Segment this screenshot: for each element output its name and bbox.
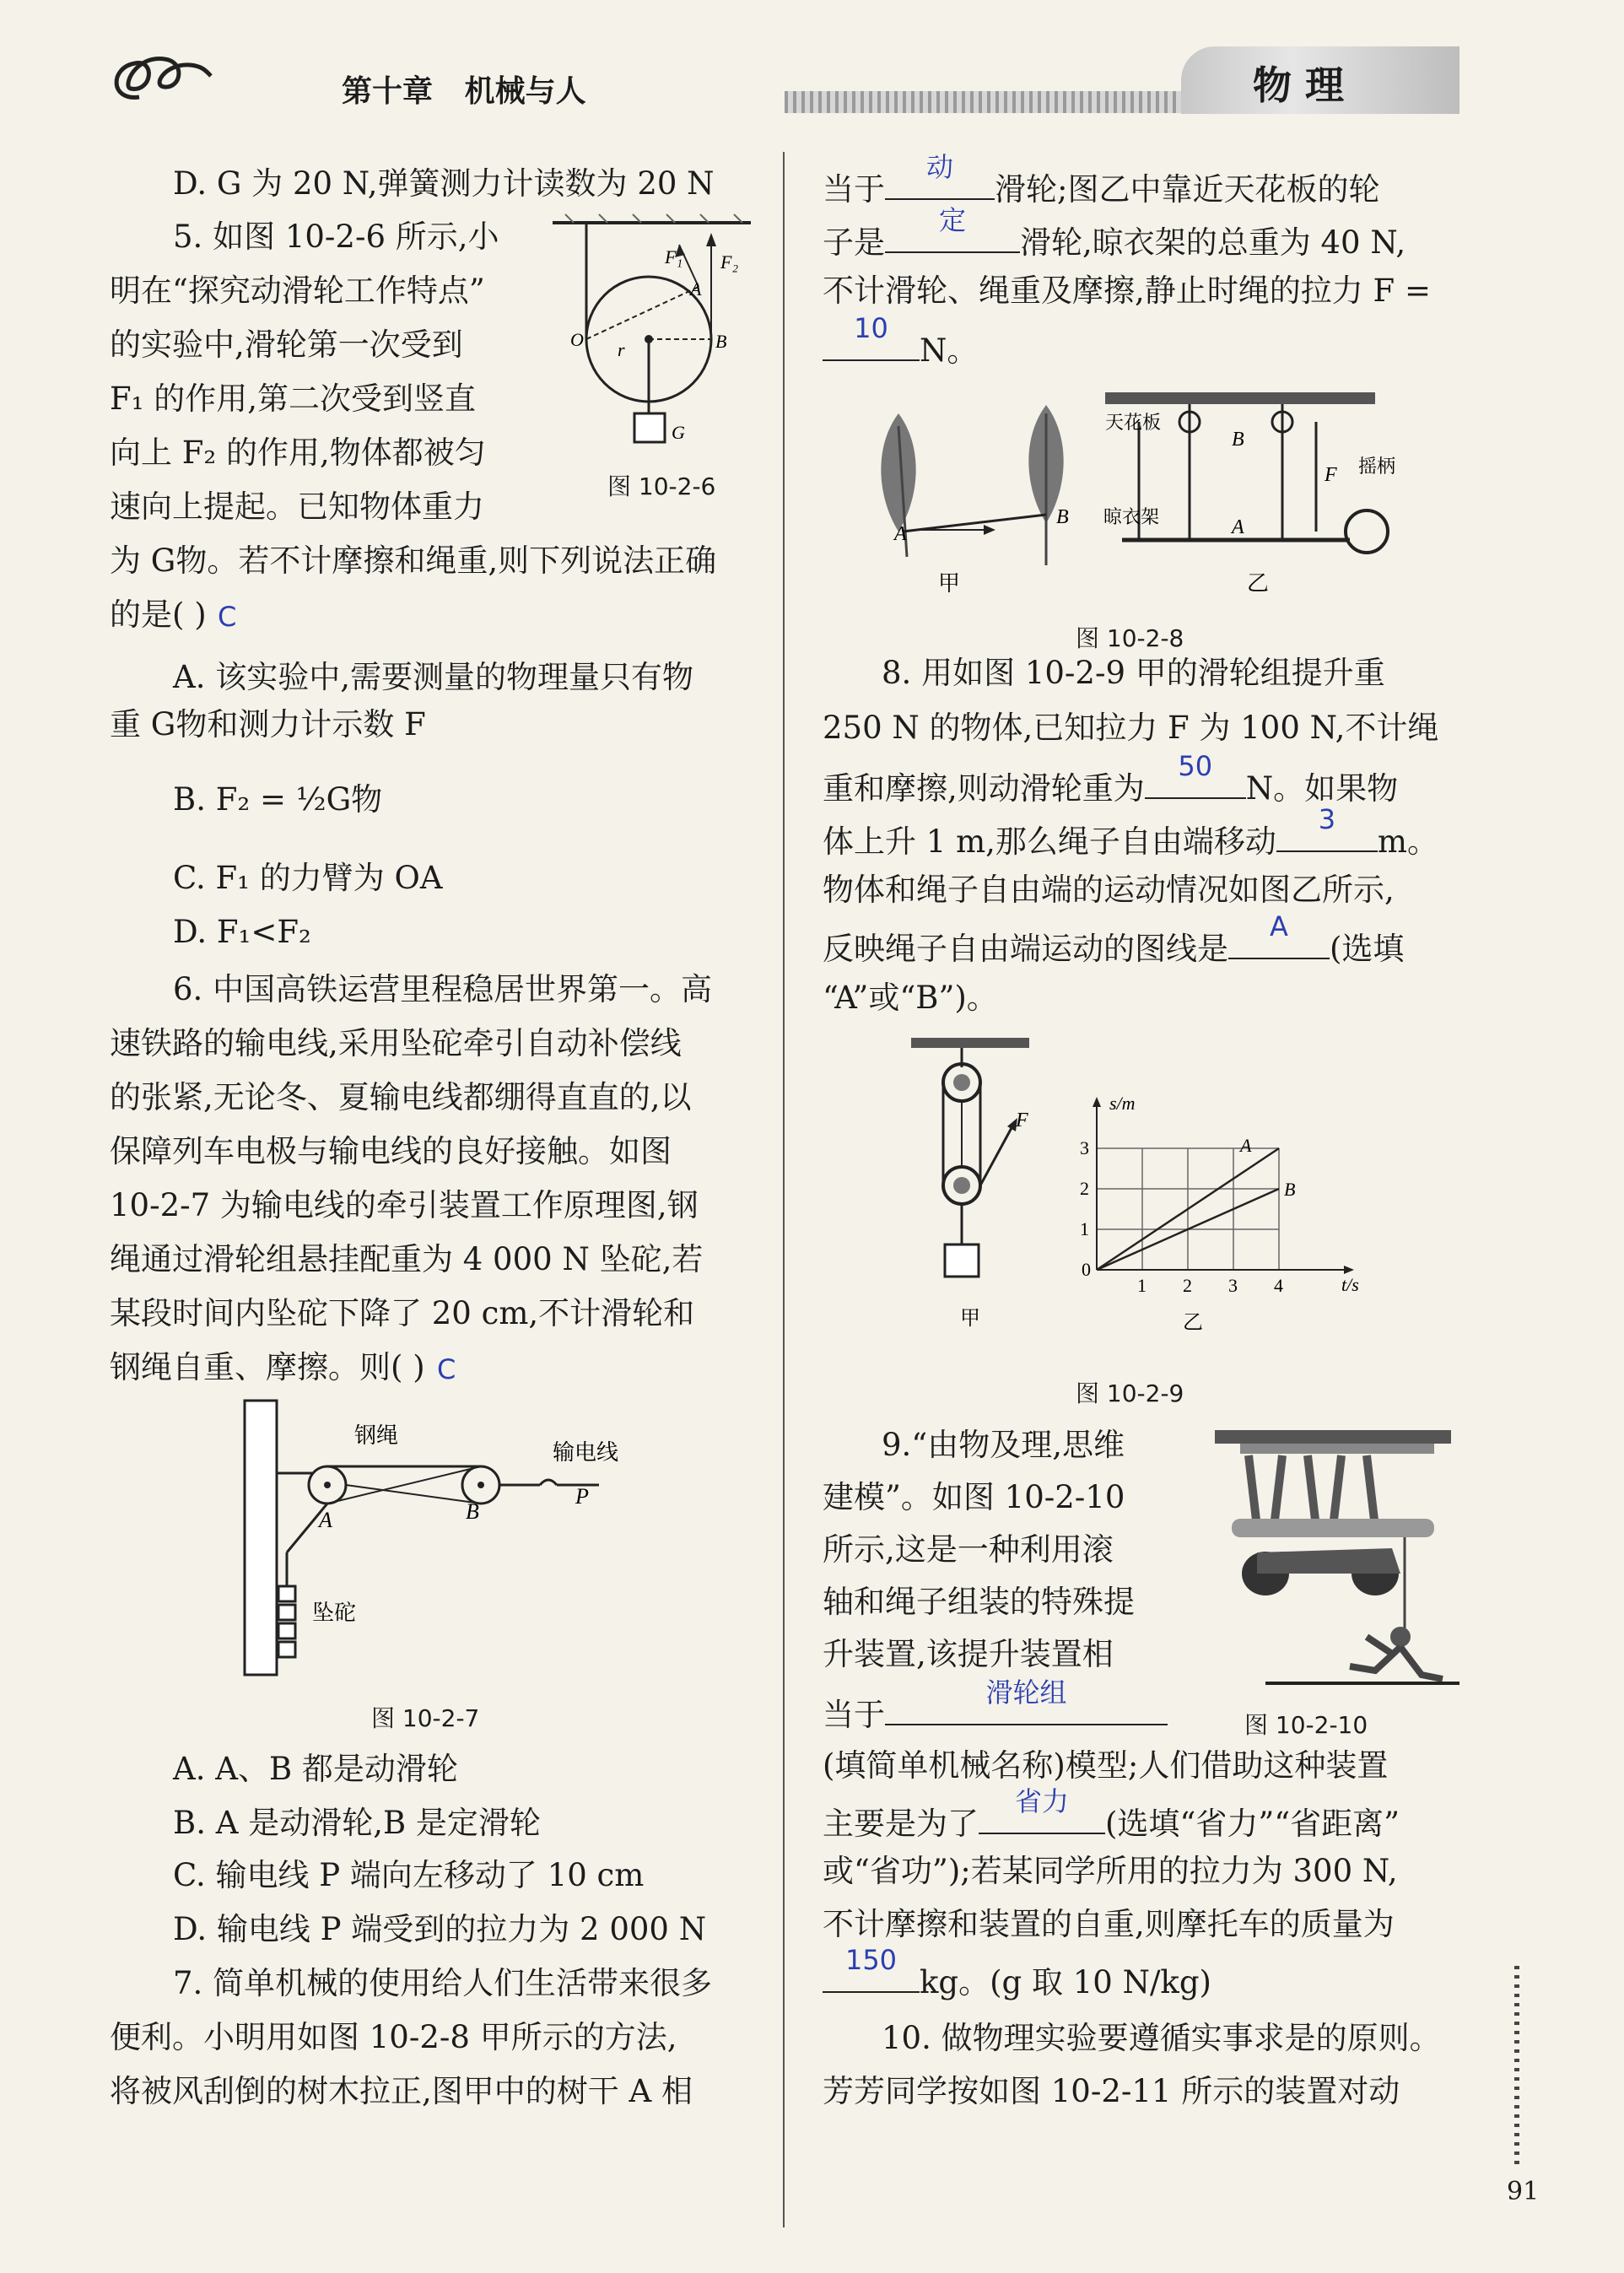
q6-line-3: 的张紧,无论冬、夏输电线都绷得直直的,以 bbox=[110, 1079, 692, 1115]
label-pulley-b2: B bbox=[1232, 429, 1244, 451]
q9a-blank: 滑轮组 bbox=[885, 1690, 1168, 1725]
q5-option-a2: 重 G物和测力计示数 F bbox=[110, 706, 426, 742]
q9d-line: 或“省功”);若某同学所用的拉力为 300 N, bbox=[823, 1853, 1398, 1889]
q5-line-1: 5. 如图 10-2-6 所示,小 bbox=[173, 219, 499, 255]
q7c-line: 不计滑轮、绳重及摩擦,静止时绳的拉力 F = bbox=[823, 273, 1431, 309]
label-weight: 坠砣 bbox=[312, 1601, 357, 1625]
q9c-blank: 省力 bbox=[979, 1799, 1105, 1834]
label-force-f: F bbox=[1325, 464, 1337, 486]
q10-line-1: 10. 做物理实验要遵循实事求是的原则。 bbox=[882, 2020, 1441, 2056]
q6-line-2: 速铁路的输电线,采用坠砣牵引自动补偿线 bbox=[110, 1025, 682, 1061]
logo-swirl-icon bbox=[105, 46, 215, 110]
q6-line-6: 绳通过滑轮组悬挂配重为 4 000 N 坠砣,若 bbox=[110, 1241, 704, 1277]
q5-answer: C bbox=[218, 601, 237, 633]
figure-10-2-10 bbox=[1190, 1426, 1468, 1696]
q7d-line: 10 N。 bbox=[823, 326, 978, 370]
q5-option-a1: A. 该实验中,需要测量的物理量只有物 bbox=[173, 659, 694, 695]
corner-dots bbox=[1514, 1966, 1519, 2168]
q6-line-4: 保障列车电极与输电线的良好接触。如图 bbox=[110, 1133, 672, 1169]
label-steel-rope: 钢绳 bbox=[354, 1423, 399, 1448]
series-label-b: B bbox=[1284, 1179, 1296, 1200]
q8a-line: 重和摩擦,则动滑轮重为 50 N。如果物 bbox=[823, 750, 1399, 807]
label-a: A bbox=[690, 278, 702, 300]
q6-answer: C bbox=[437, 1353, 456, 1385]
label-f1: F₁ bbox=[665, 246, 683, 267]
label-g: G bbox=[672, 422, 685, 443]
q5-option-c: C. F₁ 的力臂为 OA bbox=[173, 860, 443, 896]
figure-10-2-6 bbox=[548, 211, 759, 464]
column-divider bbox=[783, 152, 785, 2227]
label-f2: F₂ bbox=[720, 251, 739, 273]
label-o: O bbox=[570, 329, 584, 350]
q10-line-2: 芳芳同学按如图 10-2-11 所示的装置对动 bbox=[823, 2073, 1400, 2109]
q8d-blank: A bbox=[1228, 924, 1330, 959]
q5-line-2: 明在“探究动滑轮工作特点” bbox=[110, 273, 485, 309]
chapter-label: 第十章 机械与人 bbox=[342, 74, 586, 109]
q7d-blank: 10 bbox=[823, 326, 920, 361]
q9-line-2: 建模”。如图 10-2-10 bbox=[823, 1479, 1125, 1515]
q8c-line: 物体和绳子自由端的运动情况如图乙所示, bbox=[823, 872, 1395, 908]
q9-line-4: 轴和绳子组装的特殊提 bbox=[823, 1584, 1135, 1620]
label-crank: 摇柄 bbox=[1358, 456, 1396, 477]
q6-option-d: D. 输电线 P 端受到的拉力为 2 000 N bbox=[173, 1911, 707, 1947]
q9e-line: 不计摩擦和装置的自重,则摩托车的质量为 bbox=[823, 1906, 1395, 1942]
q9b-line: (填简单机械名称)模型;人们借助这种装置 bbox=[823, 1747, 1389, 1784]
q6-option-c: C. 输电线 P 端向左移动了 10 cm bbox=[173, 1857, 645, 1893]
caption-10-2-8: 图 10-2-8 bbox=[1076, 624, 1184, 652]
label-r: r bbox=[618, 339, 625, 360]
q4-option-d: D. G 为 20 N,弹簧测力计读数为 20 N bbox=[173, 165, 715, 202]
label-tree-a: A bbox=[894, 523, 907, 545]
x-tick-label: 4 bbox=[1274, 1275, 1283, 1296]
q8d-line: 反映绳子自由端运动的图线是 A (选填 bbox=[823, 910, 1405, 967]
q5-line-5: 向上 F₂ 的作用,物体都被匀 bbox=[110, 435, 486, 471]
chart-s-t bbox=[1080, 1088, 1367, 1333]
q9-line-3: 所示,这是一种利用滚 bbox=[823, 1531, 1114, 1568]
q6-line-1: 6. 中国高铁运营里程稳居世界第一。高 bbox=[173, 971, 713, 1007]
q8-line-2: 250 N 的物体,已知拉力 F 为 100 N,不计绳 bbox=[823, 710, 1439, 746]
label-pulley-a: A bbox=[319, 1508, 332, 1532]
q6-line-8: 钢绳自重、摩擦。则( ) bbox=[110, 1349, 425, 1385]
q7b-line: 子是 定 滑轮,晾衣架的总重为 40 N, bbox=[823, 204, 1406, 261]
subject-title: 物 理 bbox=[1253, 62, 1345, 108]
y-axis-label: s/m bbox=[1109, 1093, 1136, 1114]
q9a-line: 当于 滑轮组 bbox=[823, 1690, 1168, 1735]
label-jia: 甲 bbox=[938, 571, 961, 596]
caption-10-2-7: 图 10-2-7 bbox=[371, 1704, 480, 1732]
q9-line-5: 升装置,该提升装置相 bbox=[823, 1636, 1114, 1672]
origin-label: 0 bbox=[1082, 1259, 1091, 1280]
figure-10-2-9-jia bbox=[894, 1034, 1046, 1346]
q6-line-5: 10-2-7 为输电线的牵引装置工作原理图,钢 bbox=[110, 1187, 699, 1223]
q7a-line: 当于 动 滑轮;图乙中靠近天花板的轮 bbox=[823, 151, 1380, 208]
label-tree-b: B bbox=[1056, 506, 1069, 528]
label-force-f2: F bbox=[1016, 1110, 1028, 1131]
page-header bbox=[0, 0, 1624, 135]
x-tick-label: 2 bbox=[1183, 1275, 1192, 1296]
caption-10-2-6: 图 10-2-6 bbox=[607, 472, 716, 500]
x-axis-label: t/s bbox=[1341, 1274, 1359, 1295]
q5-line-3: 的实验中,滑轮第一次受到 bbox=[110, 327, 463, 363]
q8b-line: 体上升 1 m,那么绳子自由端移动 3 m。 bbox=[823, 803, 1439, 860]
figure-10-2-8 bbox=[835, 388, 1459, 607]
label-b: B bbox=[715, 331, 727, 352]
q5-line-4: F₁ 的作用,第二次受到竖直 bbox=[110, 381, 477, 417]
q9f-blank: 150 bbox=[823, 1957, 920, 1993]
q7a-blank: 动 bbox=[885, 165, 995, 200]
q5-line-8: 的是( ) bbox=[110, 597, 207, 633]
q8b-blank: 3 bbox=[1276, 817, 1378, 852]
label-yi2: 乙 bbox=[1183, 1312, 1203, 1333]
x-tick-label: 3 bbox=[1228, 1275, 1238, 1296]
x-tick-label: 1 bbox=[1137, 1275, 1147, 1296]
q5-option-b: B. F₂ = ½G物 bbox=[173, 781, 383, 818]
figure-10-2-7 bbox=[228, 1392, 666, 1679]
q8-line-1: 8. 用如图 10-2-9 甲的滑轮组提升重 bbox=[882, 655, 1385, 691]
q6-option-a: A. A、B 都是动滑轮 bbox=[173, 1751, 458, 1787]
q7-line-3: 将被风刮倒的树木拉正,图甲中的树干 A 相 bbox=[110, 2073, 693, 2109]
q7b-blank: 定 bbox=[885, 218, 1020, 253]
q5-line-6: 速向上提起。已知物体重力 bbox=[110, 489, 484, 525]
label-pulley-b: B bbox=[466, 1499, 479, 1524]
label-rack: 晾衣架 bbox=[1103, 506, 1160, 527]
caption-10-2-10: 图 10-2-10 bbox=[1244, 1711, 1368, 1739]
q9-line-1: 9.“由物及理,思维 bbox=[882, 1427, 1125, 1463]
y-tick-label: 2 bbox=[1080, 1178, 1089, 1199]
q7-line-2: 便利。小明用如图 10-2-8 甲所示的方法, bbox=[110, 2019, 677, 2055]
q9c-line: 主要是为了 省力 (选填“省力”“省距离” bbox=[823, 1785, 1400, 1842]
label-jia2: 甲 bbox=[960, 1308, 980, 1330]
q8a-blank: 50 bbox=[1145, 764, 1246, 799]
label-p: P bbox=[575, 1484, 589, 1509]
label-power-line: 输电线 bbox=[553, 1440, 619, 1465]
label-yi: 乙 bbox=[1247, 571, 1270, 596]
label-pulley-a2: A bbox=[1232, 516, 1244, 538]
q5-option-d: D. F₁<F₂ bbox=[173, 914, 311, 950]
q5-line-7: 为 G物。若不计摩擦和绳重,则下列说法正确 bbox=[110, 543, 717, 579]
label-ceiling: 天花板 bbox=[1105, 412, 1162, 433]
y-tick-label: 1 bbox=[1080, 1218, 1089, 1239]
y-tick-label: 3 bbox=[1080, 1137, 1089, 1158]
caption-10-2-9: 图 10-2-9 bbox=[1076, 1379, 1184, 1407]
q6-option-b: B. A 是动滑轮,B 是定滑轮 bbox=[173, 1805, 541, 1841]
q6-line-7: 某段时间内坠砣下降了 20 cm,不计滑轮和 bbox=[110, 1295, 695, 1331]
q7-line-1: 7. 简单机械的使用给人们生活带来很多 bbox=[173, 1965, 713, 2001]
q8e-line: “A”或“B”)。 bbox=[823, 980, 998, 1016]
page-number: 91 bbox=[1507, 2177, 1540, 2206]
q9f-line: 150 kg。(g 取 10 N/kg) bbox=[823, 1957, 1211, 2002]
series-label-a: A bbox=[1240, 1135, 1252, 1156]
